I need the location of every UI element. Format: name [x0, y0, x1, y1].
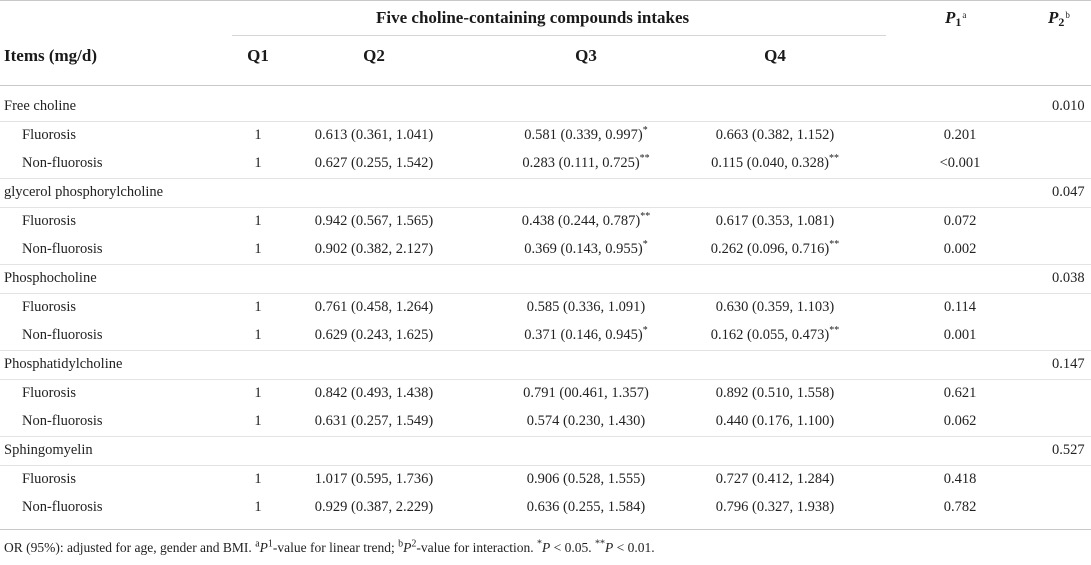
q3-header: Q3 [575, 46, 597, 65]
row-label: Non-fluorosis [22, 413, 103, 429]
q4-cell: 0.440 (0.176, 1.100) [715, 413, 835, 429]
p2-value: 0.047 [1052, 184, 1085, 200]
q4-cell: 0.727 (0.412, 1.284) [715, 471, 835, 487]
row-rule [0, 293, 1091, 294]
top-rule [0, 0, 1091, 1]
group-label: Phosphocholine [4, 270, 97, 286]
row-label: Non-fluorosis [22, 327, 103, 343]
row-label: Fluorosis [22, 471, 76, 487]
q1-cell: 1 [254, 499, 262, 515]
q3-cell: 0.574 (0.230, 1.430) [526, 413, 646, 429]
q2-cell: 0.929 (0.387, 2.229) [314, 499, 434, 515]
p2-value: 0.010 [1052, 98, 1085, 114]
p2-header: P2$^b$ [1048, 8, 1070, 29]
q3-cell: 0.371 (0.146, 0.945)* [524, 325, 648, 343]
q4-cell: 0.617 (0.353, 1.081) [715, 213, 835, 229]
group-label: Phosphatidylcholine [4, 356, 123, 372]
q1-cell: 1 [254, 327, 262, 343]
q4-cell: 0.262 (0.096, 0.716)** [710, 239, 840, 257]
q1-cell: 1 [254, 213, 262, 229]
row-label: Non-fluorosis [22, 241, 103, 257]
q1-cell: 1 [254, 299, 262, 315]
q2-cell: 0.761 (0.458, 1.264) [314, 299, 434, 315]
row-label: Fluorosis [22, 213, 76, 229]
q2-header: Q2 [363, 46, 385, 65]
q4-cell: 0.796 (0.327, 1.938) [715, 499, 835, 515]
q1-cell: 1 [254, 385, 262, 401]
p1-cell: 0.418 [943, 471, 977, 487]
row-label: Non-fluorosis [22, 499, 103, 515]
q2-cell: 0.842 (0.493, 1.438) [314, 385, 434, 401]
p1-cell: 0.001 [943, 327, 977, 343]
row-label: Fluorosis [22, 385, 76, 401]
group-label: glycerol phosphorylcholine [4, 184, 164, 200]
row-label: Fluorosis [22, 299, 76, 315]
row-label: Fluorosis [22, 127, 76, 143]
group-rule [232, 35, 886, 36]
p1-cell: 0.002 [943, 241, 977, 257]
q1-cell: 1 [254, 155, 262, 171]
q4-cell: 0.630 (0.359, 1.103) [715, 299, 835, 315]
p2-value: 0.527 [1052, 442, 1085, 458]
row-rule [0, 264, 1091, 265]
q4-cell: 0.162 (0.055, 0.473)** [710, 325, 840, 343]
q2-cell: 1.017 (0.595, 1.736) [314, 471, 434, 487]
group-title: Five choline-containing compounds intakes [376, 8, 690, 27]
q2-cell: 0.631 (0.257, 1.549) [314, 413, 434, 429]
p1-cell: 0.201 [943, 127, 977, 143]
q3-cell: 0.636 (0.255, 1.584) [526, 499, 646, 515]
row-label: Non-fluorosis [22, 155, 103, 171]
p1-cell: <0.001 [939, 155, 981, 171]
p1-cell: 0.072 [943, 213, 977, 229]
p1-header: P1$^a$ [945, 8, 967, 29]
group-label: Free choline [4, 98, 77, 114]
q1-cell: 1 [254, 413, 262, 429]
q2-cell: 0.629 (0.243, 1.625) [314, 327, 434, 343]
group-label: Sphingomyelin [4, 442, 93, 458]
row-rule [0, 379, 1091, 380]
q1-cell: 1 [254, 127, 262, 143]
q3-cell: 0.438 (0.244, 0.787)** [521, 211, 651, 229]
p1-cell: 0.782 [943, 499, 977, 515]
q3-cell: 0.581 (0.339, 0.997)* [524, 125, 648, 143]
items-header: Items (mg/d) [4, 46, 98, 65]
q4-header: Q4 [764, 46, 786, 65]
row-rule [0, 465, 1091, 466]
row-rule [0, 350, 1091, 351]
bottom-rule [0, 529, 1091, 530]
q3-cell: 0.369 (0.143, 0.955)* [524, 239, 648, 257]
p2-value: 0.147 [1052, 356, 1085, 372]
q3-cell: 0.585 (0.336, 1.091) [526, 299, 646, 315]
p1-cell: 0.621 [943, 385, 977, 401]
q1-cell: 1 [254, 241, 262, 257]
q2-cell: 0.613 (0.361, 1.041) [314, 127, 434, 143]
p1-cell: 0.062 [943, 413, 977, 429]
p1-cell: 0.114 [943, 299, 977, 315]
row-rule [0, 178, 1091, 179]
p2-value: 0.038 [1052, 270, 1085, 286]
q4-cell: 0.892 (0.510, 1.558) [715, 385, 835, 401]
q3-cell: 0.283 (0.111, 0.725)** [522, 153, 650, 171]
q1-cell: 1 [254, 471, 262, 487]
q4-cell: 0.115 (0.040, 0.328)** [711, 153, 839, 171]
row-rule [0, 207, 1091, 208]
row-rule [0, 436, 1091, 437]
q2-cell: 0.902 (0.382, 2.127) [314, 241, 434, 257]
q3-cell: 0.791 (00.461, 1.357) [523, 385, 649, 401]
q2-cell: 0.627 (0.255, 1.542) [314, 155, 434, 171]
table-footnote: OR (95%): adjusted for age, gender and BMI. $^aP^1$-value for linear trend; $^bP^2$-value for interaction. *P < 0.05. **P < 0.01. [4, 538, 655, 555]
q4-cell: 0.663 (0.382, 1.152) [715, 127, 835, 143]
q1-header: Q1 [247, 46, 269, 65]
header-rule [0, 85, 1091, 86]
row-rule [0, 121, 1091, 122]
q3-cell: 0.906 (0.528, 1.555) [526, 471, 646, 487]
q2-cell: 0.942 (0.567, 1.565) [314, 213, 434, 229]
